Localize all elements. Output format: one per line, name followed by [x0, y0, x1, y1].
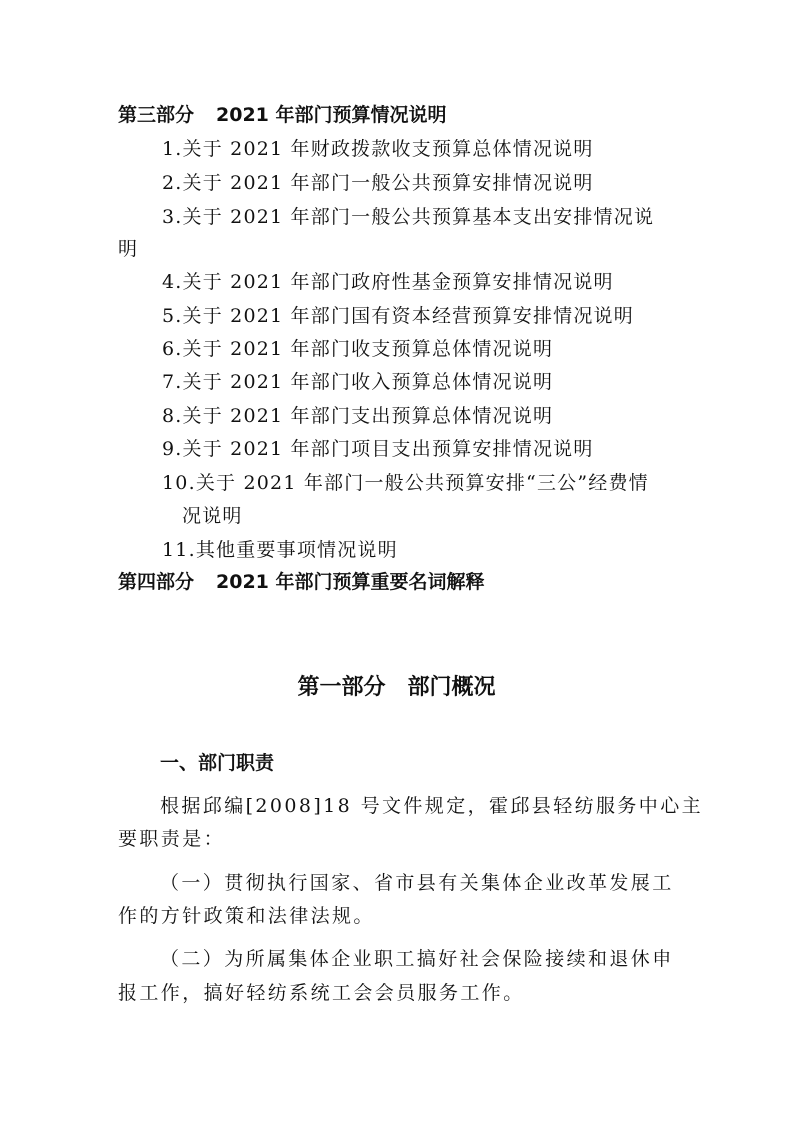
toc-part4-label: 第四部分: [118, 571, 195, 593]
toc-part3-heading: [118, 103, 447, 127]
toc-part3-title: 2021 年部门预算情况说明: [216, 104, 447, 126]
toc-item-1: 1.关于 2021 年财政拨款收支预算总体情况说明: [162, 138, 594, 160]
toc-item-11: 11.其他重要事项情况说明: [162, 539, 398, 561]
toc-item-6: 6.关于 2021 年部门收支预算总体情况说明: [162, 338, 554, 360]
section1-subheading: 一、部门职责: [160, 752, 275, 774]
toc-item-8: 8.关于 2021 年部门支出预算总体情况说明: [162, 405, 554, 427]
section1-label: 第一部分: [297, 675, 386, 700]
toc-item-9: 9.关于 2021 年部门项目支出预算安排情况说明: [162, 438, 594, 460]
body-line-6: 报工作，搞好轻纺系统工会会员服务工作。: [118, 982, 525, 1004]
body-line-3: （一）贯彻执行国家、省市县有关集体企业改革发展工: [160, 872, 674, 894]
toc-item-3: 3.关于 2021 年部门一般公共预算基本支出安排情况说: [162, 206, 655, 228]
body-line-4: 作的方针政策和法律法规。: [118, 905, 375, 927]
body-line-2: 要职责是：: [118, 828, 226, 850]
body-line-5: （二）为所属集体企业职工搞好社会保险接续和退休申: [160, 948, 674, 970]
toc-item-5: 5.关于 2021 年部门国有资本经营预算安排情况说明: [162, 305, 634, 327]
toc-item-10-cont: 况说明: [182, 505, 243, 527]
section1-title: [0, 674, 793, 702]
toc-item-7: 7.关于 2021 年部门收入预算总体情况说明: [162, 371, 554, 393]
section1-title-text: 部门概况: [407, 675, 496, 700]
toc-item-2: 2.关于 2021 年部门一般公共预算安排情况说明: [162, 172, 594, 194]
toc-part3-label: 第三部分: [118, 104, 195, 126]
toc-item-3-cont: 明: [118, 238, 139, 260]
toc-part4-heading: [118, 570, 485, 594]
body-line-1: 根据邱编[2008]18 号文件规定，霍邱县轻纺服务中心主: [160, 795, 703, 817]
toc-item-10: 10.关于 2021 年部门一般公共预算安排“三公”经费情: [162, 472, 649, 494]
toc-part4-title: 2021 年部门预算重要名词解释: [216, 571, 485, 593]
toc-item-4: 4.关于 2021 年部门政府性基金预算安排情况说明: [162, 271, 614, 293]
